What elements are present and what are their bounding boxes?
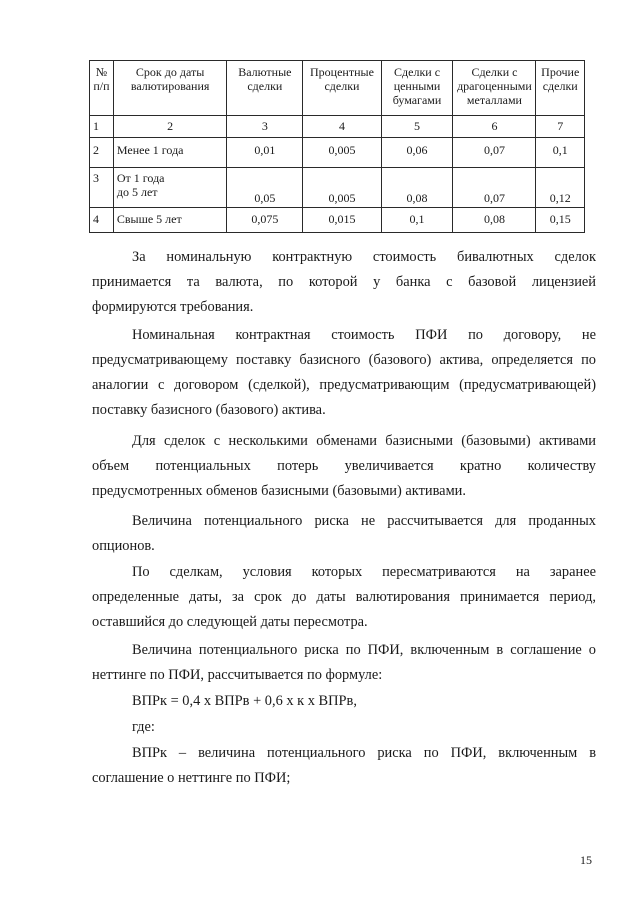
formula: ВПРк = 0,4 x ВПРв + 0,6 x к x ВПРв, [132, 693, 357, 709]
header-other-deals: Прочие сделки [536, 61, 585, 116]
header-precious-metals-deals: Сделки с драгоценными металлами [453, 61, 536, 116]
table-cell: 0,01 [227, 138, 303, 168]
table-cell: 2 [113, 116, 226, 138]
table-cell: 0,08 [453, 208, 536, 233]
paragraph-netting-formula-intro: Величина потенциального риска по ПФИ, включенным в соглашение о неттинге по ПФИ, рассчитывается по формуле: [92, 642, 596, 683]
table-cell: 4 [90, 208, 114, 233]
formula-where-label: где: [132, 719, 155, 735]
table-cell: 5 [381, 116, 453, 138]
page-number: 15 [580, 853, 592, 867]
table-row [90, 138, 585, 168]
table-cell: 1 [90, 116, 114, 138]
header-number: № п/п [90, 61, 114, 116]
table-cell: 0,05 [227, 168, 303, 208]
table-cell: 0,06 [381, 138, 453, 168]
table-cell: 4 [303, 116, 381, 138]
table-cell: 0,005 [303, 138, 381, 168]
table-cell: 0,075 [227, 208, 303, 233]
header-currency-deals: Валютные сделки [227, 61, 303, 116]
risk-coefficients-table [89, 60, 585, 233]
table-cell: 0,12 [536, 168, 585, 208]
table-cell: 0,005 [303, 168, 381, 208]
table-cell: Менее 1 года [113, 138, 226, 168]
header-interest-deals: Процентные сделки [303, 61, 381, 116]
paragraph-vprk-definition: ВПРк – величина потенциального риска по ПФИ, включенным в соглашение о неттинге по ПФИ; [92, 745, 596, 786]
table-cell: 0,1 [381, 208, 453, 233]
table-row [90, 208, 585, 233]
paragraph-revision-dates: По сделкам, условия которых пересматриваются на заранее определенные даты, за срок до даты валютирования принимается период, оставшийся до следующей даты пересмотра. [92, 564, 596, 630]
table-cell: 7 [536, 116, 585, 138]
column-numbers-row [90, 116, 585, 138]
table-row [90, 168, 585, 208]
table-cell: 0,1 [536, 138, 585, 168]
paragraph-nominal-value: Номинальная контрактная стоимость ПФИ по договору, не предусматривающему поставку базисного (базового) актива, определяется по аналогии с договором (сделкой), предусматривающим (предусматривающей) поставку базисного (базового) актива. [92, 327, 596, 418]
paragraph-bivalent-deals: За номинальную контрактную стоимость бивалютных сделок принимается та валюта, по которой у банка с базовой лицензией формируются требования. [92, 249, 596, 315]
table-cell: 6 [453, 116, 536, 138]
table-cell: 3 [90, 168, 114, 208]
table-cell: 0,15 [536, 208, 585, 233]
table-cell: 0,07 [453, 168, 536, 208]
table-cell: 0,07 [453, 138, 536, 168]
paragraph-sold-options: Величина потенциального риска не рассчитывается для проданных опционов. [92, 513, 596, 554]
table-cell: 2 [90, 138, 114, 168]
table-cell: 0,08 [381, 168, 453, 208]
table-cell: Свыше 5 лет [113, 208, 226, 233]
table-cell: От 1 года до 5 лет [113, 168, 226, 208]
paragraph-multiple-exchanges: Для сделок с несколькими обменами базисными (базовыми) активами объем потенциальных потерь увеличивается кратно количеству предусмотренных обменов базисными (базовыми) активами. [92, 433, 596, 499]
table-cell: 0,015 [303, 208, 381, 233]
table-cell: 3 [227, 116, 303, 138]
table-header-row [90, 61, 585, 116]
header-securities-deals: Сделки с ценными бумагами [381, 61, 453, 116]
header-term: Срок до даты валютирования [113, 61, 226, 116]
